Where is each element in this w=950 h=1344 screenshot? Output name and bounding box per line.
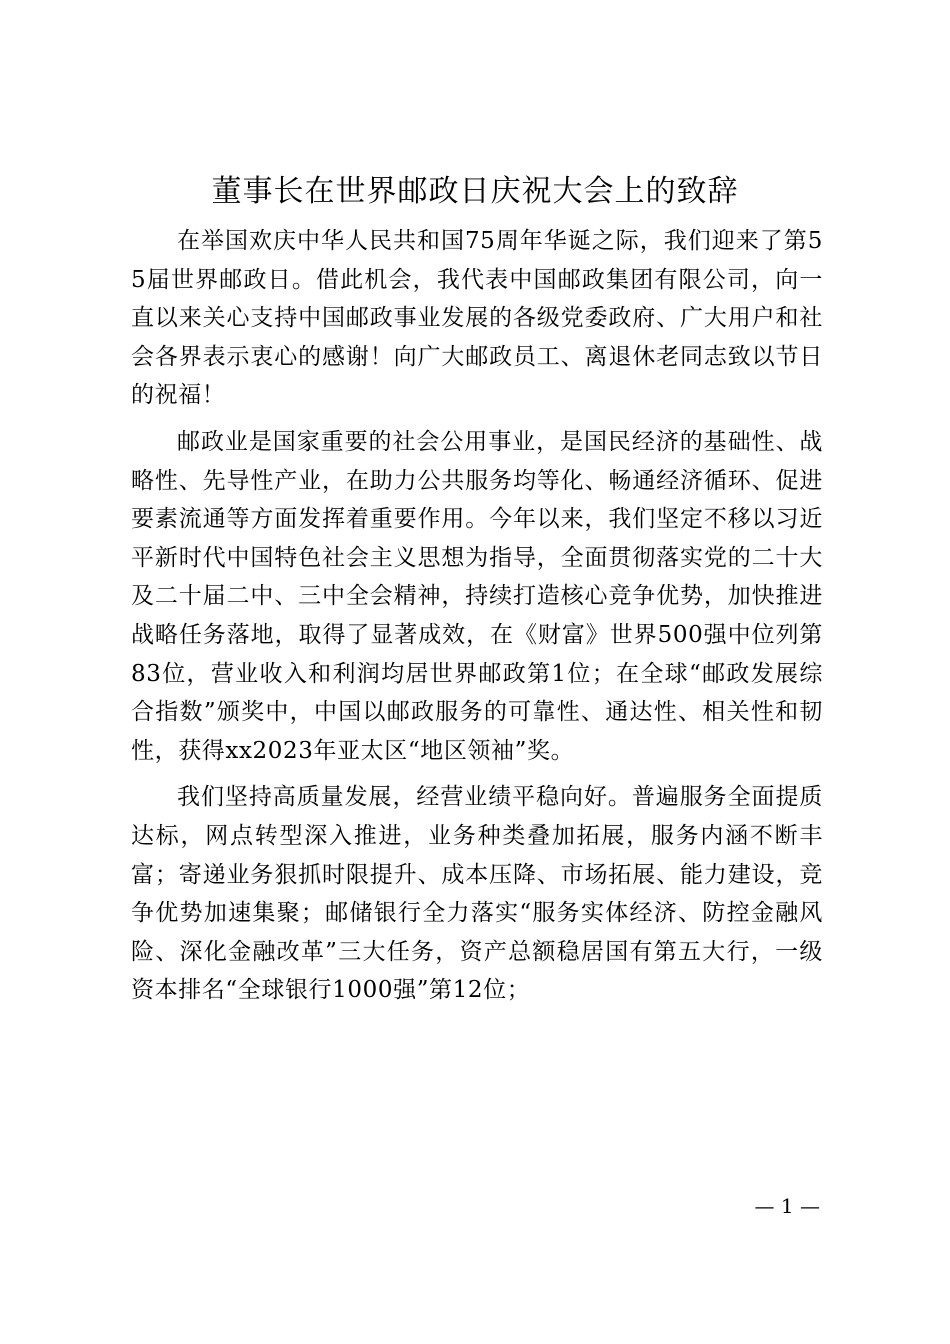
document-title: 董事长在世界邮政日庆祝大会上的致辞 — [211, 174, 739, 209]
paragraph-3: 我们坚持高质量发展，经营业绩平稳向好。普遍服务全面提质达标，网点转型深入推进，业务种类叠加拓展，服务内涵不断丰富；寄递业务狠抓时限提升、成本压降、市场拓展、能力建设，竞争优势加速集聚；邮储银行全力落实“服务实体经济、防控金融风险、深化金融改革”三大任务，资产总额稳居国有第五大行，一级资本排名“全球银行1000强”第12位； — [131, 784, 823, 1004]
page-number: — 1 — — [754, 1194, 820, 1218]
document-body — [131, 222, 823, 1018]
paragraph-2: 邮政业是国家重要的社会公用事业，是国民经济的基础性、战略性、先导性产业，在助力公共服务均等化、畅通经济循环、促进要素流通等方面发挥着重要作用。今年以来，我们坚定不移以习近平新时代中国特色社会主义思想为指导，全面贯彻落实党的二十大及二十届二中、三中全会精神，持续打造核心竞争优势，加快推进战略任务落地，取得了显著成效，在《财富》世界500强中位列第83位，营业收入和利润均居世界邮政第1位；在全球“邮政发展综合指数”颁奖中，中国以邮政服务的可靠性、通达性、相关性和韧性，获得xx2023年亚太区“地区领袖”奖。 — [131, 428, 823, 764]
paragraph-1: 在举国欢庆中华人民共和国75周年华诞之际，我们迎来了第55届世界邮政日。借此机会，我代表中国邮政集团有限公司，向一直以来关心支持中国邮政事业发展的各级党委政府、广大用户和社会各界表示衷心的感谢！向广大邮政员工、离退休老同志致以节日的祝福！ — [131, 228, 823, 409]
